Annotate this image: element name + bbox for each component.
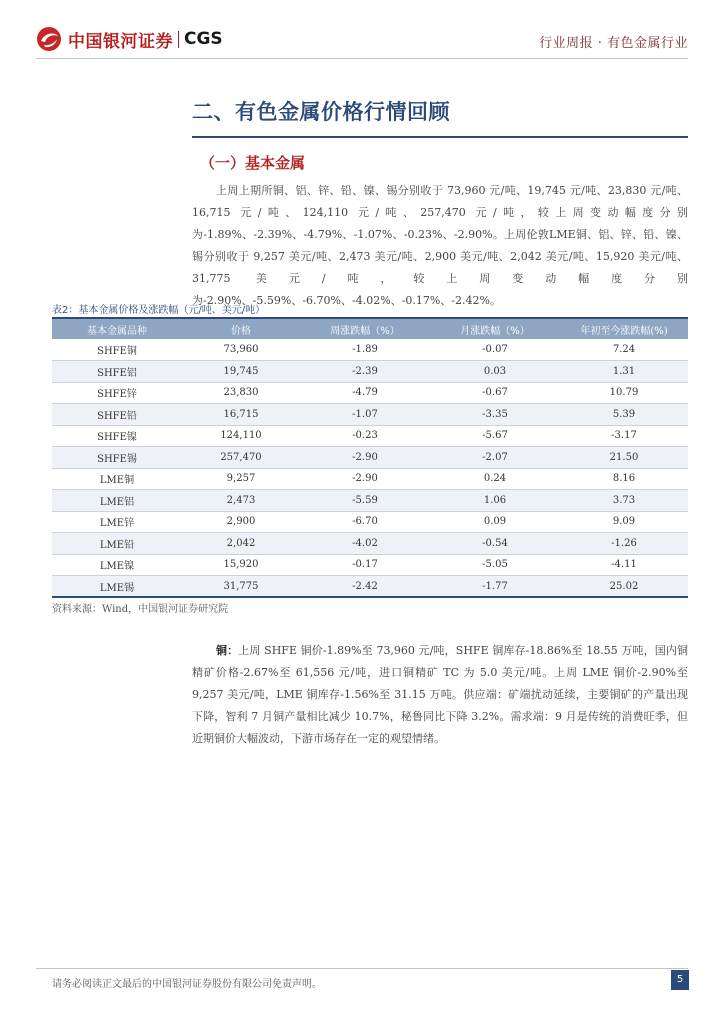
table-caption: 表2：基本金属价格及涨跌幅（元/吨、美元/吨） xyxy=(52,305,266,316)
cell-metal: SHFE铅 xyxy=(52,404,182,426)
table-row xyxy=(52,382,688,404)
cell-price: 2,900 xyxy=(182,511,300,533)
company-logo xyxy=(36,26,223,52)
cell-monthly: -3.35 xyxy=(430,404,560,426)
cell-ytd: 7.24 xyxy=(560,339,688,361)
cell-weekly: -2.90 xyxy=(300,447,430,469)
cell-weekly: -4.02 xyxy=(300,533,430,555)
table-row xyxy=(52,554,688,576)
cell-ytd: 1.31 xyxy=(560,361,688,383)
cell-metal: SHFE锡 xyxy=(52,447,182,469)
cell-weekly: -6.70 xyxy=(300,511,430,533)
table-row xyxy=(52,511,688,533)
cell-price: 2,042 xyxy=(182,533,300,555)
cell-monthly: -2.07 xyxy=(430,447,560,469)
cell-price: 16,715 xyxy=(182,404,300,426)
cell-metal: SHFE铜 xyxy=(52,339,182,361)
cell-weekly: -5.59 xyxy=(300,490,430,512)
cell-metal: SHFE镍 xyxy=(52,425,182,447)
cell-weekly: -4.79 xyxy=(300,382,430,404)
copper-label: 铜： xyxy=(216,644,239,657)
col-header-ytd: 年初至今涨跌幅(%) xyxy=(560,318,688,339)
section-title-underline xyxy=(192,136,688,138)
copper-paragraph xyxy=(192,640,688,750)
table-row xyxy=(52,533,688,555)
cell-monthly: 0.24 xyxy=(430,468,560,490)
cell-weekly: -1.07 xyxy=(300,404,430,426)
col-header-monthly: 月涨跌幅（%） xyxy=(430,318,560,339)
cell-monthly: 0.09 xyxy=(430,511,560,533)
col-header-price: 价格 xyxy=(182,318,300,339)
cell-price: 9,257 xyxy=(182,468,300,490)
logo-divider xyxy=(178,31,179,48)
cell-metal: SHFE锌 xyxy=(52,382,182,404)
table-row xyxy=(52,490,688,512)
cell-monthly: -0.67 xyxy=(430,382,560,404)
cell-metal: LME铝 xyxy=(52,490,182,512)
table-row xyxy=(52,468,688,490)
cell-monthly: -0.07 xyxy=(430,339,560,361)
col-header-metal: 基本金属品种 xyxy=(52,318,182,339)
cell-monthly: -0.54 xyxy=(430,533,560,555)
cell-metal: LME镍 xyxy=(52,554,182,576)
cell-weekly: -2.90 xyxy=(300,468,430,490)
cell-weekly: -2.39 xyxy=(300,361,430,383)
cell-price: 124,110 xyxy=(182,425,300,447)
table-row xyxy=(52,361,688,383)
cell-metal: LME锌 xyxy=(52,511,182,533)
cell-ytd: -3.17 xyxy=(560,425,688,447)
cell-metal: LME铜 xyxy=(52,468,182,490)
section-subtitle: （一）基本金属 xyxy=(200,154,306,172)
cell-ytd: 21.50 xyxy=(560,447,688,469)
cell-ytd: 25.02 xyxy=(560,576,688,598)
footer-disclaimer: 请务必阅读正文最后的中国银河证券股份有限公司免责声明。 xyxy=(52,979,322,990)
cell-weekly: -0.23 xyxy=(300,425,430,447)
metal-price-table xyxy=(52,317,688,598)
table-row xyxy=(52,447,688,469)
page-header xyxy=(36,24,688,58)
cell-monthly: -5.67 xyxy=(430,425,560,447)
col-header-weekly: 周涨跌幅（%） xyxy=(300,318,430,339)
cell-weekly: -1.89 xyxy=(300,339,430,361)
cell-monthly: 0.03 xyxy=(430,361,560,383)
cell-ytd: -4.11 xyxy=(560,554,688,576)
report-tag: 行业周报 · 有色金属行业 xyxy=(539,36,688,51)
cell-ytd: 9.09 xyxy=(560,511,688,533)
cell-price: 31,775 xyxy=(182,576,300,598)
copper-text: 上周 SHFE 铜价-1.89%至 73,960 元/吨，SHFE 铜库存-18.86%至 18.55 万吨，国内铜精矿价格-2.67%至 61,556 元/吨，进口铜精矿 TC 为 5.0 美元/吨。上周 LME 铜价-2.90%至 9,257 美元/吨，LME 铜库存-1.56%至 31.15 万吨。供应端：矿端扰动延续，主要铜矿的产量出现下降，智利 7 月铜产量相比减少 10.7%，秘鲁同比下降 3.2%。需求端：9 月是传统的消费旺季，但近期铜价大幅波动，下游市场存在一定的观望情绪。 xyxy=(192,644,688,745)
cell-weekly: -2.42 xyxy=(300,576,430,598)
cell-weekly: -0.17 xyxy=(300,554,430,576)
cell-ytd: 10.79 xyxy=(560,382,688,404)
logo-en-text: CGS xyxy=(184,29,223,49)
cell-price: 73,960 xyxy=(182,339,300,361)
logo-cn-text: 中国银河证券 xyxy=(68,31,173,52)
section-title: 二、有色金属价格行情回顾 xyxy=(192,99,450,124)
cell-price: 2,473 xyxy=(182,490,300,512)
page-number: 5 xyxy=(671,970,689,990)
intro-paragraph: 上周上期所铜、铝、锌、铅、镍、锡分别收于 73,960 元/吨、19,745 元/吨、23,830 元/吨、16,715 元/吨、124,110 元/吨、257,470 元/吨，较上周变动幅度分别为-1.89%、-2.39%、-4.79%、-1.07%、-0.23%、-2.90%。上周伦敦LME铜、铝、锌、铅、镍、锡分别收于 9,257 美元/吨、2,473 美元/吨、2,900 美元/吨、2,042 美元/吨、15,920 美元/吨、31,775 美元/吨，较上周变动幅度分别为-2.90%、-5.59%、-6.70%、-4.02%、-0.17%、-2.42%。 xyxy=(192,184,688,307)
cell-price: 23,830 xyxy=(182,382,300,404)
table-row xyxy=(52,576,688,598)
cell-metal: SHFE铝 xyxy=(52,361,182,383)
table-header-row xyxy=(52,318,688,339)
table-row xyxy=(52,404,688,426)
cell-monthly: -1.77 xyxy=(430,576,560,598)
footer-divider xyxy=(36,968,688,969)
cell-price: 15,920 xyxy=(182,554,300,576)
cell-ytd: 8.16 xyxy=(560,468,688,490)
cell-price: 19,745 xyxy=(182,361,300,383)
table-row xyxy=(52,339,688,361)
cell-ytd: -1.26 xyxy=(560,533,688,555)
galaxy-logo-icon xyxy=(36,26,62,52)
cell-price: 257,470 xyxy=(182,447,300,469)
cell-monthly: 1.06 xyxy=(430,490,560,512)
cell-metal: LME锡 xyxy=(52,576,182,598)
table-source: 资料来源：Wind，中国银河证券研究院 xyxy=(52,604,229,615)
header-divider xyxy=(36,58,688,59)
cell-metal: LME铅 xyxy=(52,533,182,555)
table-row xyxy=(52,425,688,447)
cell-ytd: 5.39 xyxy=(560,404,688,426)
cell-ytd: 3.73 xyxy=(560,490,688,512)
cell-monthly: -5.05 xyxy=(430,554,560,576)
